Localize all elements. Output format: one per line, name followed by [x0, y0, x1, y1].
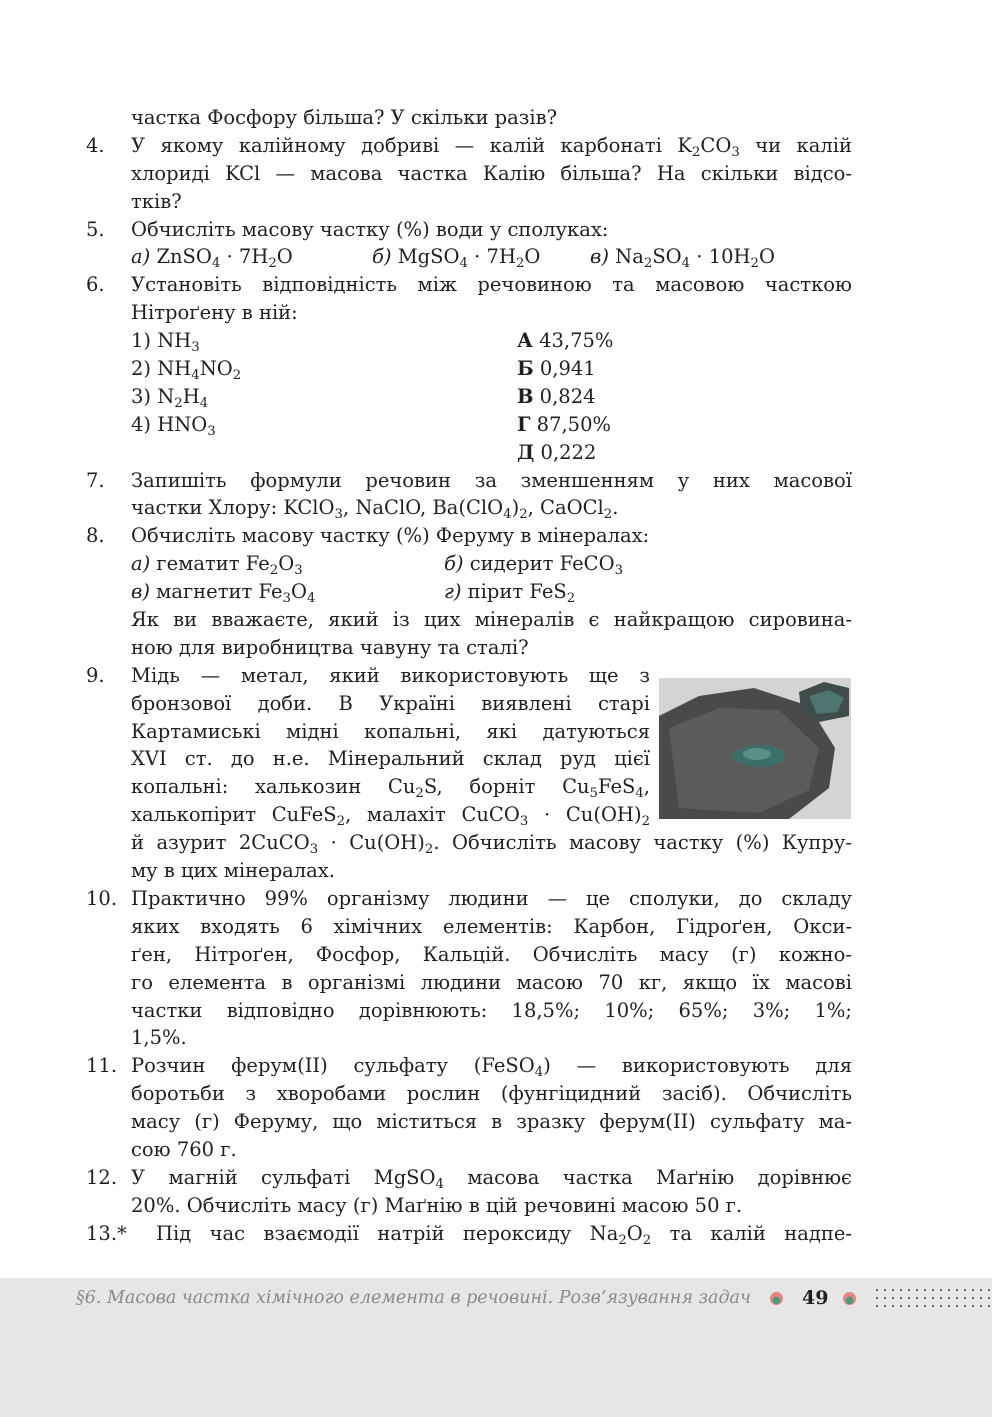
grid-dot — [972, 1305, 974, 1307]
item-number-13: 13.* — [86, 1221, 127, 1245]
q10-line-3: ґен, Нітроґен, Фосфор, Кальцій. Обчисліть масу (г) кожно- — [131, 942, 852, 966]
grid-dot — [900, 1305, 902, 1307]
q8-row-1: а) гематит $Fe_2O_3$ б) сидерит FeCO$_3$ — [131, 552, 623, 579]
grid-dot — [948, 1305, 950, 1307]
q9-line-6: халькопірит CuFeS$_2$, малахіт CuCO$_3$ · $Cu(OH)_2$ — [131, 803, 650, 830]
footer-section-title: §6. Масова частка хімічного елемента в речовині. Розв’язування задач — [76, 1288, 751, 1308]
right-dot-icon — [843, 1292, 856, 1305]
grid-dot — [964, 1289, 966, 1291]
q9-line-1: 9. Мідь — метал, який використовують ще з — [86, 662, 852, 690]
dot-pattern-icon — [874, 1286, 992, 1310]
q6-row-5: Д 0,222 — [517, 440, 597, 464]
page-number: 49 — [802, 1287, 829, 1309]
grid-dot — [956, 1289, 958, 1291]
grid-dot — [892, 1297, 894, 1299]
grid-dot — [988, 1289, 990, 1291]
exercise-text — [86, 104, 852, 1248]
grid-dot — [980, 1305, 982, 1307]
item-number-4: 4. — [86, 133, 105, 157]
grid-dot — [908, 1305, 910, 1307]
grid-dot — [964, 1305, 966, 1307]
q10-line-4: го елемента в організмі людини масою 70 кг, якщо їх масові — [131, 970, 852, 994]
q9-line-5: копальні: халькозин $Cu_2S$, борніт $Cu_5FeS_4$, — [131, 775, 650, 802]
item-number-6: 6. — [86, 273, 105, 297]
item-number-9: 9. — [86, 663, 105, 687]
line-1: частка Фосфору більша? У скільки разів? — [131, 106, 558, 129]
grid-dot — [908, 1289, 910, 1291]
grid-dot — [900, 1289, 902, 1291]
grid-dot — [932, 1289, 934, 1291]
q11-line-3: масу (г) Феруму, що міститься в зразку ферум(II) сульфату ма- — [131, 1110, 852, 1134]
rock-illustration — [659, 678, 851, 819]
grid-dot — [948, 1297, 950, 1299]
q11-line-1: 11. Розчин ферум(II) сульфату (FeSO$_4$) — використовують для — [86, 1054, 852, 1081]
line-3: хлориді KCl — масова частка Калію більша? На скільки відсо- — [131, 161, 852, 185]
q12-line-2: 20%. Обчисліть масу (г) Маґнію в цій речовині масою 50 г. — [131, 1193, 743, 1217]
item-number-11: 11. — [86, 1054, 118, 1078]
q7-formulas: частки Хлору: KClO$_3$, NaClO, $Ba(ClO_4)_2$, CaOCl$_2$. — [131, 496, 619, 523]
left-dot-icon — [770, 1292, 783, 1305]
item-number-10: 10. — [86, 886, 118, 910]
q6-row-1: 1) $NH_3$ А 43,75% — [131, 329, 614, 356]
q6-row-3: 3) $N_2H_4$ В 0,824 — [131, 384, 596, 412]
grid-dot — [980, 1289, 982, 1291]
copper-ore-photo — [659, 678, 851, 819]
q6-row-4: 4) $HNO_3$ Г 87,50% — [131, 412, 612, 440]
line-7: Нітроґену в ній: — [131, 301, 298, 325]
grid-dot — [884, 1305, 886, 1307]
grid-dot — [876, 1289, 878, 1291]
line-6: 6. Установіть відповідність між речовиною та масовою часткою — [86, 271, 852, 299]
grid-dot — [892, 1289, 894, 1291]
grid-dot — [916, 1305, 918, 1307]
q11-line-4: сою 760 г. — [131, 1137, 237, 1161]
item-number-8: 8. — [86, 524, 105, 548]
grid-dot — [940, 1289, 942, 1291]
grid-dot — [900, 1297, 902, 1299]
grid-dot — [884, 1289, 886, 1291]
line-8: 7. Запишіть формули речовин за зменшенням у них масової — [86, 467, 852, 495]
grid-dot — [940, 1305, 942, 1307]
grid-dot — [964, 1297, 966, 1299]
q9-line-7: й азурит 2CuCO$_3$ · $Cu(OH)_2$. Обчисліть масову частку (%) Купру- — [131, 831, 852, 858]
q5-options: а) ZnSO$_4$ · $7H_2O$ б) MgSO$_4$ · $7H_2O$ в) $Na_2SO_4 \cdot 10H_2O$ — [131, 245, 775, 272]
grid-dot — [932, 1297, 934, 1299]
grid-dot — [916, 1297, 918, 1299]
grid-dot — [956, 1305, 958, 1307]
item-number-7: 7. — [86, 468, 105, 492]
line-5: 5. Обчисліть масову частку (%) води у сполуках: — [86, 216, 852, 244]
grid-dot — [940, 1297, 942, 1299]
grid-dot — [980, 1297, 982, 1299]
q9-line-3: Картамиські мідні копальні, які датуються — [131, 719, 650, 743]
grid-dot — [924, 1297, 926, 1299]
grid-dot — [876, 1297, 878, 1299]
grid-dot — [972, 1289, 974, 1291]
q11-line-2: боротьби з хворобами рослин (фунгіцидний засіб). Обчисліть — [131, 1082, 852, 1106]
grid-dot — [988, 1305, 990, 1307]
q10-line-6: 1,5%. — [131, 1026, 187, 1050]
grid-dot — [892, 1305, 894, 1307]
q10-line-5: частки відповідно дорівнюють: 18,5%; 10%; 65%; 3%; 1%; — [131, 998, 852, 1022]
item-number-12: 12. — [86, 1165, 118, 1189]
line-2: 4. У якому калійному добриві — калій карбонаті $K_2CO_3$ чи калій — [86, 133, 852, 161]
q12-line-1: 12. У магній сульфаті MgSO$_4$ масова частка Маґнію дорівнює — [86, 1165, 852, 1193]
grid-dot — [932, 1305, 934, 1307]
grid-dot — [948, 1289, 950, 1291]
q6-row-2: 2) $NH_4NO_2$ Б 0,941 — [131, 357, 596, 384]
line-9: 8. Обчисліть масову частку (%) Феруму в мінералах: — [86, 522, 852, 550]
grid-dot — [884, 1297, 886, 1299]
line-4: тків? — [131, 189, 182, 213]
grid-dot — [988, 1297, 990, 1299]
grid-dot — [924, 1289, 926, 1291]
q8-row-2: в) магнетит $Fe_3O_4$ г) пірит FeS$_2$ — [131, 580, 576, 607]
q10-line-1: 10. Практично 99% організму людини — це сполуки, до складу — [86, 885, 852, 913]
grid-dot — [956, 1297, 958, 1299]
grid-dot — [908, 1297, 910, 1299]
grid-dot — [924, 1305, 926, 1307]
q10-line-2: яких входять 6 хімічних елементів: Карбон, Гідроґен, Окси- — [131, 914, 852, 938]
grid-dot — [876, 1305, 878, 1307]
q9-line-8: му в цих мінералах. — [131, 859, 336, 883]
item-number-5: 5. — [86, 217, 105, 241]
q13-line-1: 13.* Під час взаємодії натрій пероксиду $Na_2O_2$ та калій надпе- — [86, 1221, 853, 1248]
grid-dot — [972, 1297, 974, 1299]
grid-dot — [916, 1289, 918, 1291]
line-10: Як ви вважаєте, який із цих мінералів є найкращою сировина- — [131, 608, 852, 632]
q9-line-4: XVI ст. до н.е. Мінеральний склад руд цієї — [131, 747, 650, 771]
q9-line-2: бронзової доби. В Україні виявлені старі — [131, 691, 650, 715]
line-11: ною для виробництва чавуну та сталі? — [131, 635, 529, 659]
